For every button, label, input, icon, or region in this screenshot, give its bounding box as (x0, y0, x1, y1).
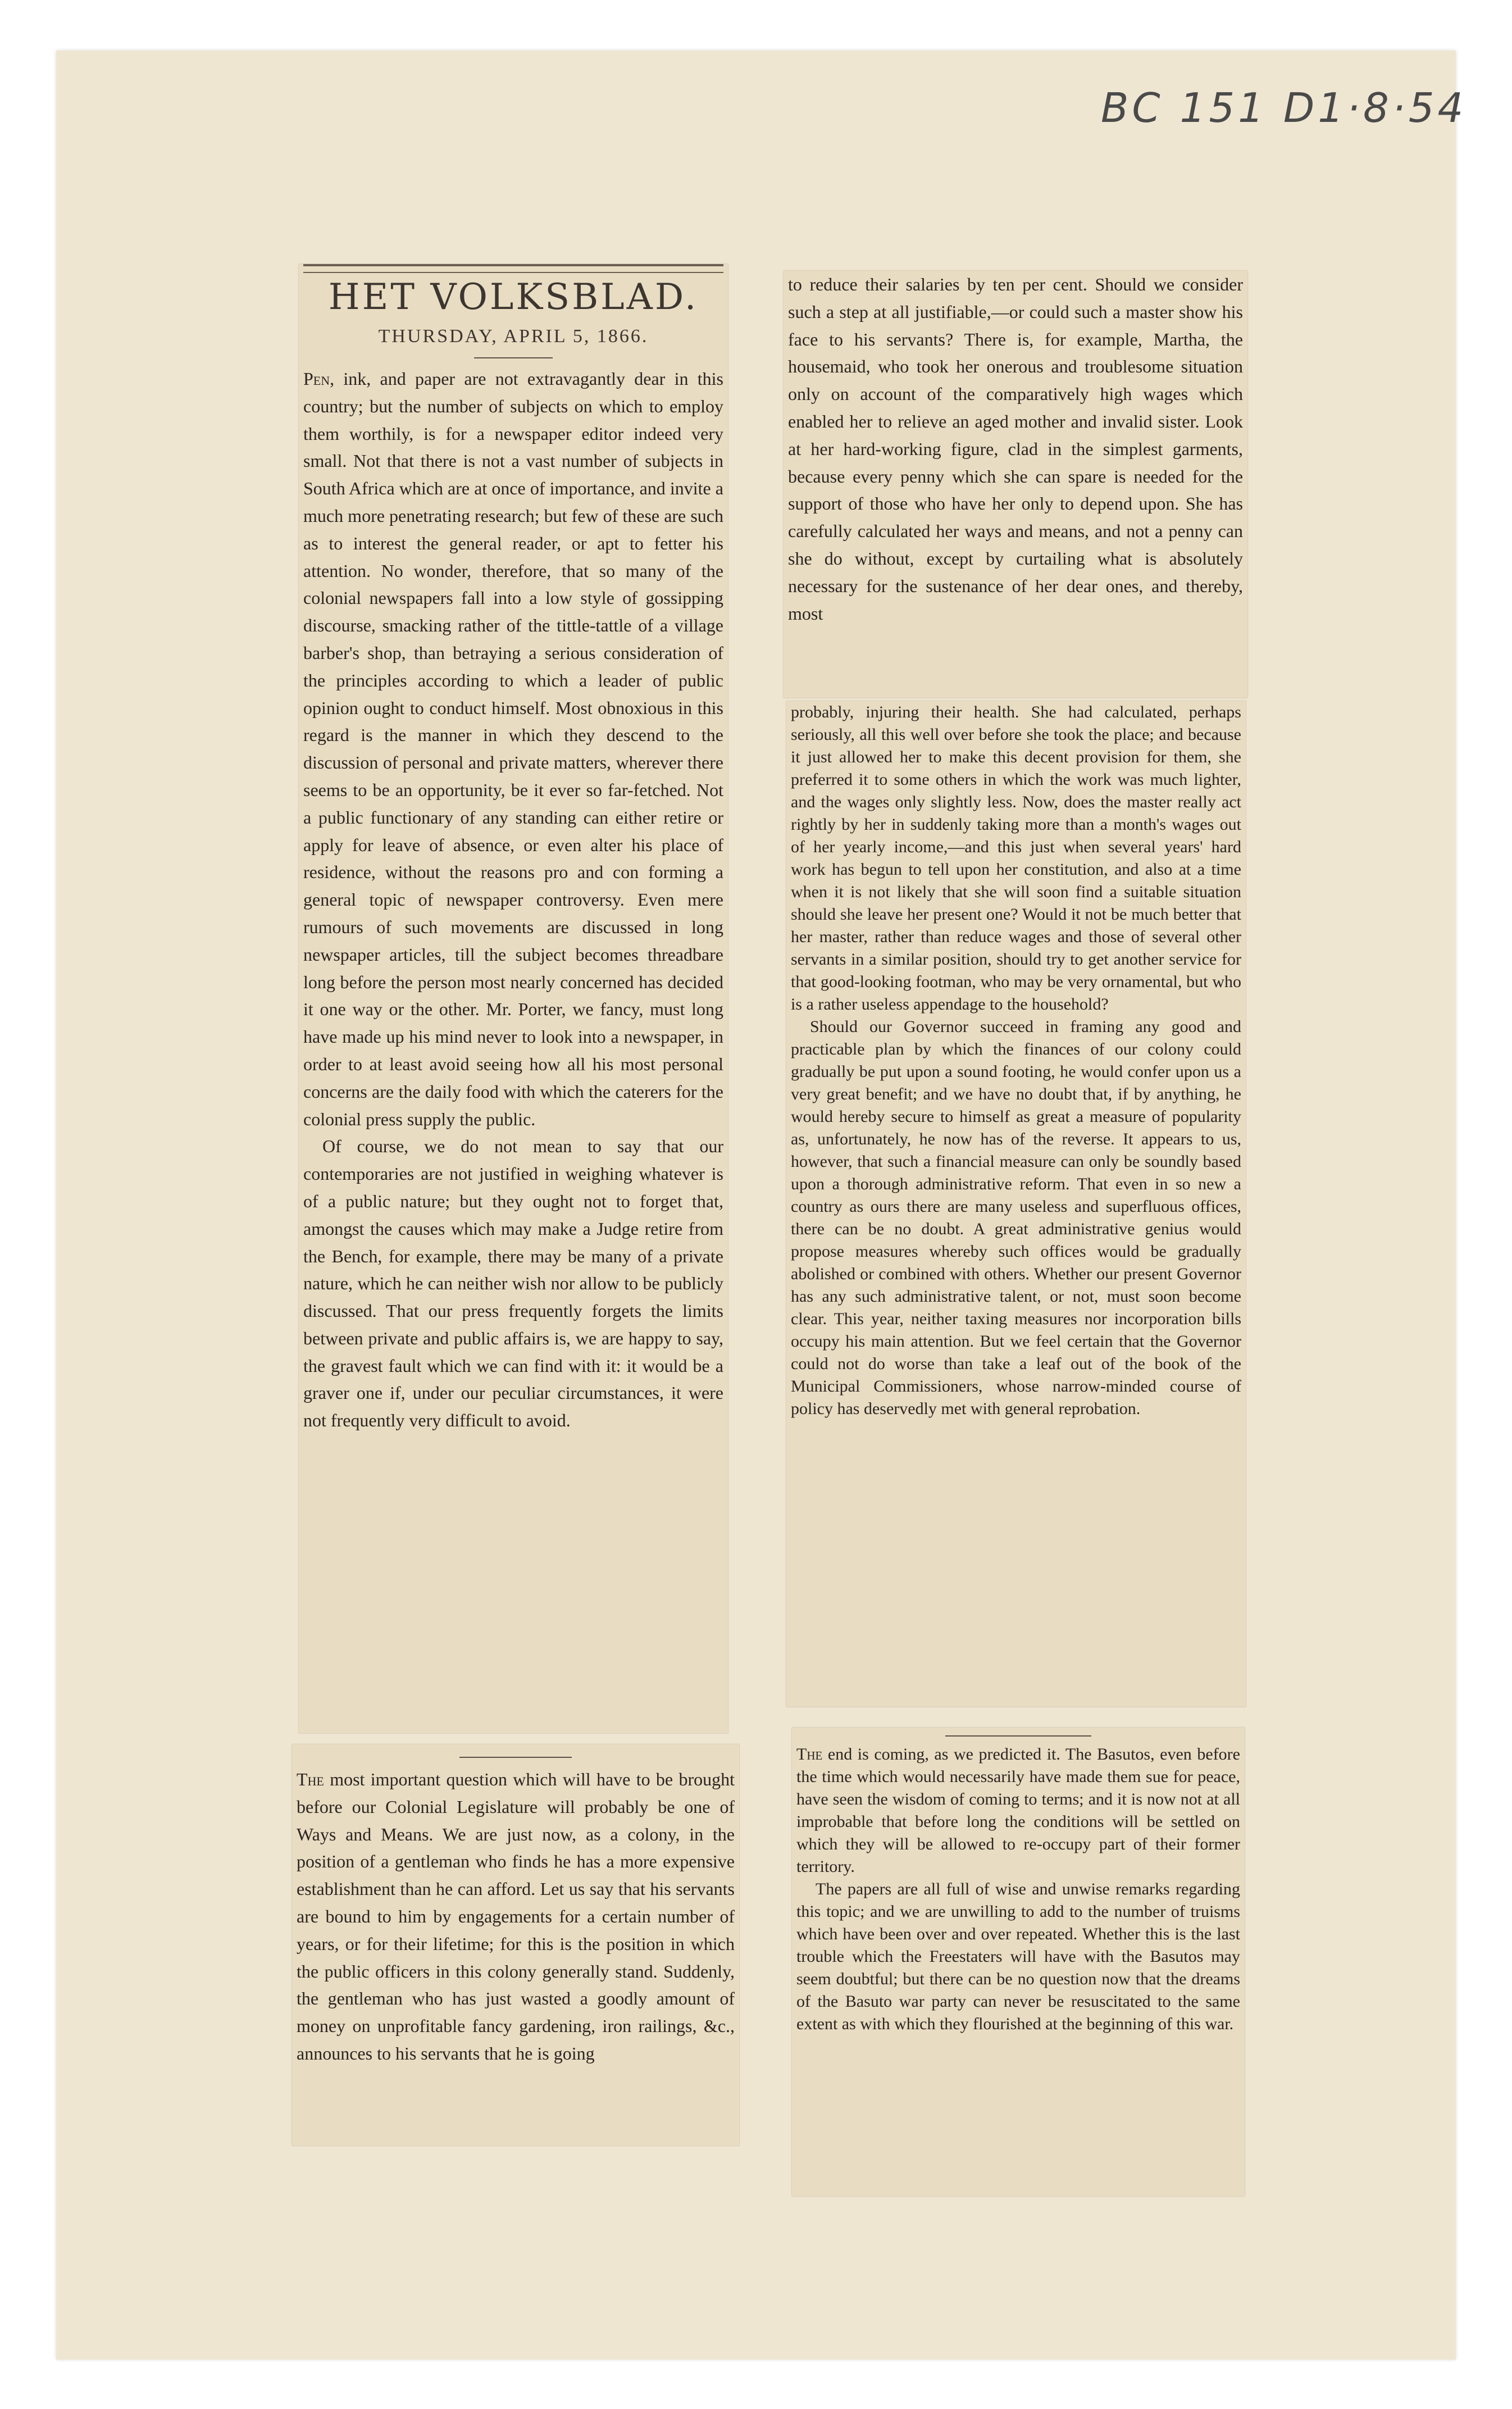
lead-word: The (796, 1745, 823, 1763)
lead-word: The (297, 1769, 324, 1789)
dateline: THURSDAY, APRIL 5, 1866. (378, 326, 649, 347)
article-paragraph: The most important question which will have to be brought before our Colonial Legislature will probably be one of Ways and Means. We are just now, as a colony, in the position of a gentleman who finds he has a more expensive establishment than he can afford. Let us say that his servants are bound to him by engagements for a certain number of years, or for their lifetime; for this is the position in which the public officers in this colony generally stand. Suddenly, the gentleman who has just wasted a goodly amount of money on unprofitable fancy gardening, iron railings, &c., announces to his servants that he is going (297, 1769, 735, 2063)
masthead-rule (303, 264, 723, 273)
clipping-continuation-main (786, 701, 1246, 1707)
article-rule (459, 1757, 572, 1758)
article-paragraph: to reduce their salaries by ten per cent. Should we consider such a step at all justifiable,—or could such a master show his face to his servants? There is, for example, Martha, the housemaid, who took her onerous and troublesome situation only on account of the comparatively high wages which enabled her to relieve an aged mother and invalid sister. Look at her hard-working figure, clad in the simplest garments, because every penny which she can spare is needed for the support of those who have her only to depend upon. She has carefully calculated her ways and means, and not a penny can she do without, except by curtailing what is absolutely necessary for the sustenance of her dear ones, and thereby, most (788, 274, 1243, 624)
article-paragraph: Pen, ink, and paper are not extravagantly dear in this country; but the number of subjects on which to employ them worthily, is for a newspaper editor indeed very small. Not that there is not a vast number of subjects in South Africa which are at once of importance, and invite a much more penetrating research; but few of these are such as to interest the general reader, or apt to fetter his attention. No wonder, therefore, that so many of the colonial newspapers fall into a low style of gossipping discourse, smacking rather of the tittle-tattle of a village barber's shop, than betraying a serious consideration of the principles according to which a leader of public opinion ought to conduct himself. Most obnoxious in this regard is the manner in which they descend to the discussion of personal and private matters, wherever there seems to be an opportunity, be it ever so far-fetched. Not a public functionary of any standing can either retire or apply for leave of absence, or even alter his place of residence, without the reasons pro and con forming a general topic of newspaper controversy. Even mere rumours of such movements are discussed in long newspaper articles, till the subject becomes threadbare long before the person most nearly concerned has decided it one way or the other. Mr. Porter, we fancy, must long have made up his mind never to look into a newspaper, in order to at least avoid seeing how all his most personal concerns are the daily food with which the caterers for the colonial press supply the public. (303, 369, 723, 1129)
article-paragraph: probably, injuring their health. She had calculated, perhaps seriously, all this well over before she took the place; and because it just allowed her to make this decent provision for them, she preferred it to some others in which the work was much lighter, and the wages only slightly less. Now, does the master really act rightly by her in suddenly taking more than a month's wages out of her yearly income,—and this just when several years' hard work has begun to tell upon her constitution, and also at a time when it is not likely that she will soon find a suitable situation should she leave her present one? Would it not be much better that her master, rather than reduce wages and those of several other servants in a similar position, should try to get another service for that good-looking footman, who may be very ornamental, but who is a rather useless appendage to the household? (791, 703, 1241, 1013)
article-paragraph: Should our Governor succeed in framing any good and practicable plan by which the finances of our colony could gradually be put upon a sound footing, he would confer upon us a very great benefit; and we have no doubt that, if by anything, he would hereby secure to himself as great a measure of popularity as, unfortunately, he now has of the reverse. It appears to us, however, that such a financial measure can only be soundly based upon a thorough administrative reform. That even in so new a country as ours there are many useless and superfluous offices, there can be no doubt. A great administrative genius would propose measures whereby such offices would be gradually abolished or combined with others. Whether our present Governor has any such administrative talent, or not, must soon become clear. This year, neither taxing measures nor incorporation bills occupy his main attention. But we feel certain that the Governor could not do worse than take a leaf out of the book of the Municipal Commissioners, whose narrow-minded course of policy has deservedly met with general reprobation. (791, 1017, 1241, 1418)
article-rule (945, 1735, 1091, 1737)
article-paragraph: The papers are all full of wise and unwise remarks regarding this topic; and we are unwilling to add to the number of truisms which have been over and over repeated. Whether this is the last trouble which the Freestaters will have with the Basutos may seem doubtful; but there can be no question now that the dreams of the Basuto war party can never be resuscitated to the same extent as with which they flourished at the beginning of this war. (796, 1880, 1240, 2033)
archive-reference: BC 151 D1·8·54 (1101, 84, 1467, 131)
clipping-continuation-top (784, 271, 1247, 698)
clipping-basutos (792, 1728, 1245, 2196)
dateline-rule (474, 357, 553, 358)
article-paragraph: The end is coming, as we predicted it. The Basutos, even before the time which would necessarily have made them sue for peace, have seen the wisdom of coming to terms; and it is now not at all improbable that before long the conditions will be settled on which they will be allowed to re-occupy part of their former territory. (796, 1745, 1240, 1876)
lead-word: Pen (303, 369, 330, 389)
clipping-masthead-article (299, 264, 728, 1733)
article-paragraph: Of course, we do not mean to say that our contemporaries are not justified in weighing whatever is of a public nature; but they ought not to forget that, amongst the causes which may make a Judge retire from the Bench, for example, there may be many of a private nature, which he can neither wish nor allow to be publicly discussed. That our press frequently forgets the limits between private and public affairs is, we are happy to say, the gravest fault which we can find with it: it would be a graver one if, under our peculiar circumstances, it were not frequently very difficult to avoid. (303, 1136, 723, 1431)
newspaper-masthead: HET VOLKSBLAD. (328, 276, 699, 318)
clipping-ways-and-means (292, 1744, 739, 2146)
